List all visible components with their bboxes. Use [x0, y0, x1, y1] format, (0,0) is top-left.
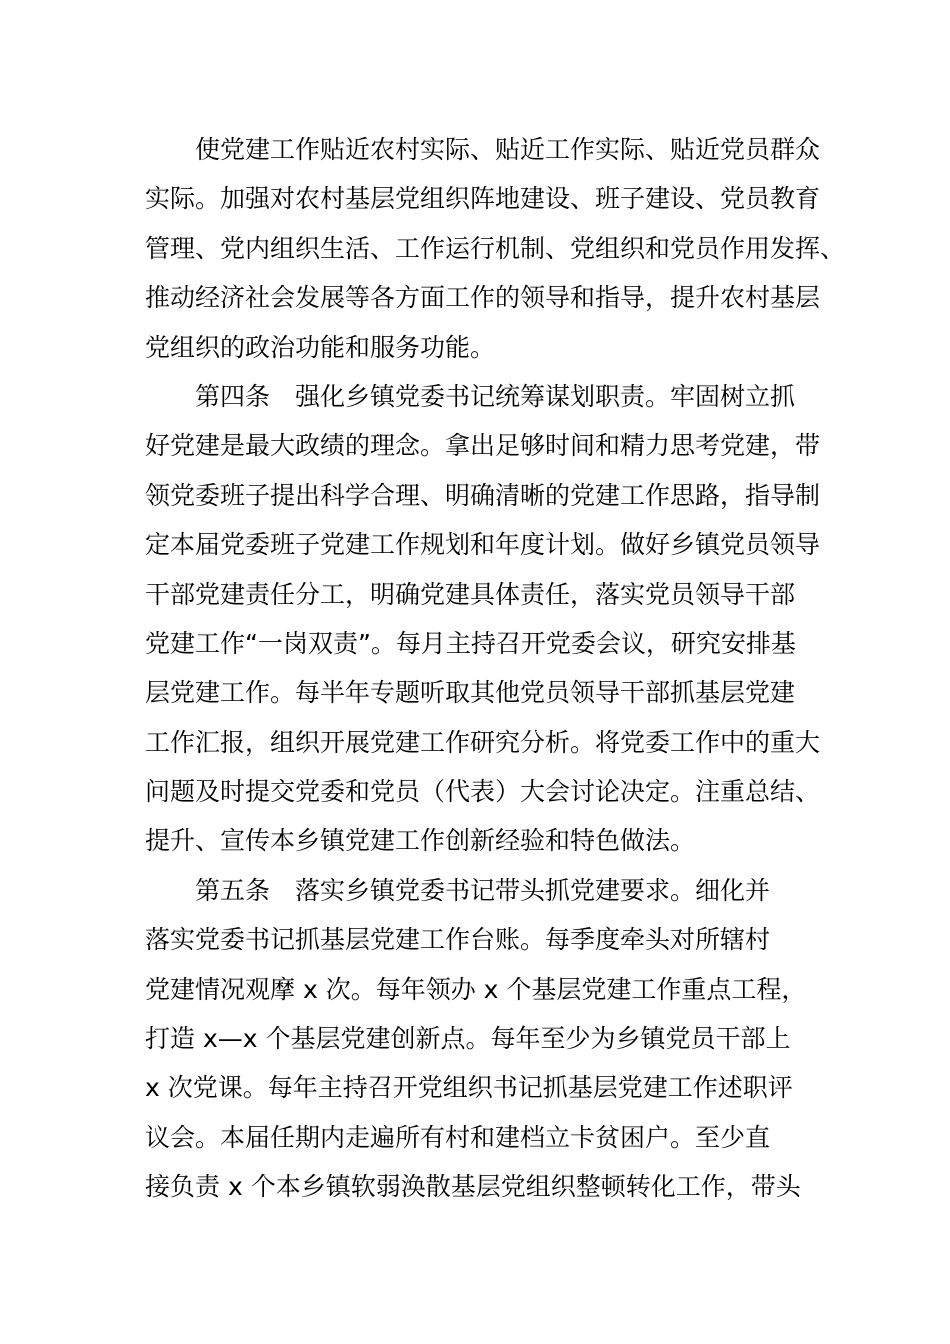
text-line: 使党建工作贴近农村实际、贴近工作实际、贴近党员群众 — [195, 135, 821, 164]
text-line: 层党建工作。每半年专题听取其他党员领导干部抓基层党建 — [145, 678, 796, 708]
text-line: 打造 x—x 个基层党建创新点。每年至少为乡镇党员干部上 — [145, 1024, 791, 1054]
article-4-heading-line: 第四条 强化乡镇党委书记统筹谋划职责。牢固树立抓 — [195, 381, 796, 411]
text-line: 推动经济社会发展等各方面工作的领导和指导，提升农村基层 — [145, 283, 821, 313]
article-5-heading-line: 第五条 落实乡镇党委书记带头抓党建要求。细化并 — [195, 875, 771, 905]
document-body — [145, 125, 846, 1212]
text-line: 问题及时提交党委和党员（代表）大会讨论决定。注重总结、 — [145, 777, 821, 807]
text-line: 党建情况观摩 x 次。每年领办 x 个基层党建工作重点工程， — [145, 974, 807, 1004]
text-line: 党组织的政治功能和服务功能。 — [145, 332, 496, 362]
text-line: 落实党委书记抓基层党建工作台账。每季度牵头对所辖村 — [145, 925, 771, 955]
text-line: 管理、党内组织生活、工作运行机制、党组织和党员作用发挥、 — [145, 233, 846, 263]
text-line: 定本届党委班子党建工作规划和年度计划。做好乡镇党员领导 — [145, 530, 821, 560]
text-line: 议会。本届任期内走遍所有村和建档立卡贫困户。至少直 — [145, 1122, 771, 1152]
text-line: 提升、宣传本乡镇党建工作创新经验和特色做法。 — [145, 826, 696, 856]
text-line: 接负责 x 个本乡镇软弱涣散基层党组织整顿转化工作，带头 — [145, 1172, 801, 1202]
text-line: 好党建是最大政绩的理念。拿出足够时间和精力思考党建，带 — [145, 431, 821, 461]
text-line: x 次党课。每年主持召开党组织书记抓基层党建工作述职评 — [145, 1073, 793, 1103]
text-line: 工作汇报，组织开展党建工作研究分析。将党委工作中的重大 — [145, 727, 821, 757]
text-line: 实际。加强对农村基层党组织阵地建设、班子建设、党员教育 — [145, 184, 821, 214]
text-line: 党建工作“一岗双责”。每月主持召开党委会议，研究安排基 — [145, 628, 796, 658]
text-line: 领党委班子提出科学合理、明确清晰的党建工作思路，指导制 — [145, 480, 821, 510]
text-line: 干部党建责任分工，明确党建具体责任，落实党员领导干部 — [145, 579, 796, 609]
